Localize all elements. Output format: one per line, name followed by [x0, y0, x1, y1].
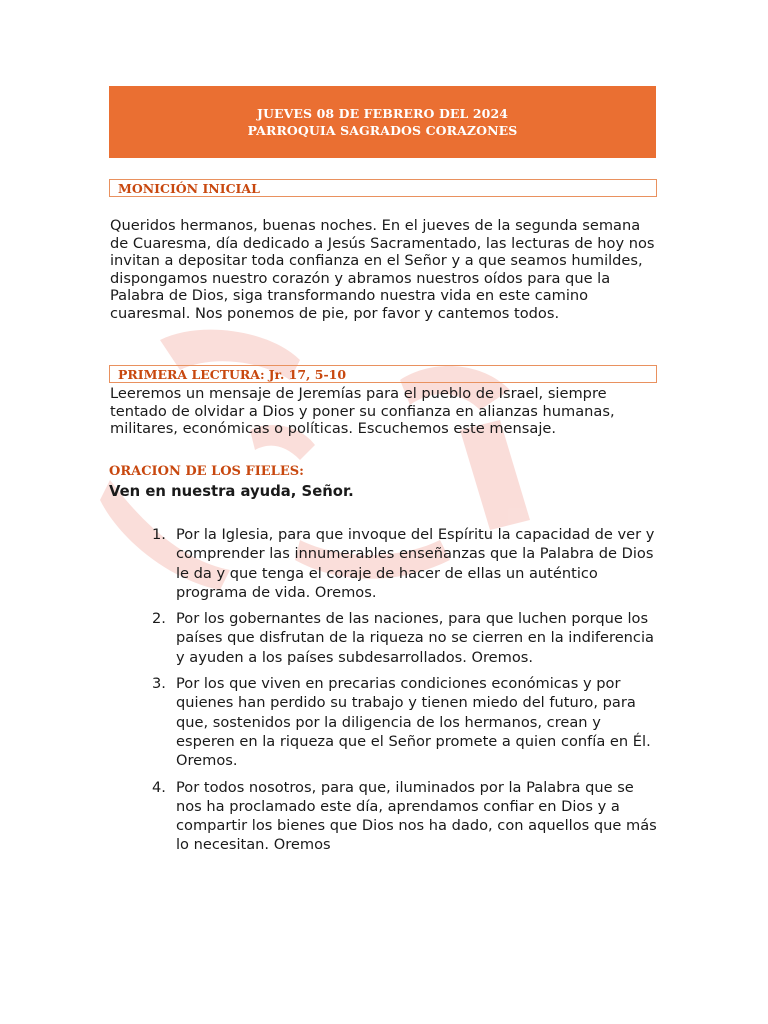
prayer-text: Por los que viven en precarias condiciones económicas y por quienes han perdido su trabajo y tienen miedo del futuro, para que, sostenidos por la diligencia de los hermanos, crean y esperen en la riqueza que el Señor promete a quien confía en Él. Oremos. — [176, 675, 651, 770]
prayer-text: Por la Iglesia, para que invoque del Espíritu la capacidad de ver y comprender las innumerables enseñanzas que la Palabra de Dios le da y que tenga el coraje de hacer de ellas un auténtico programa de vida. Oremos. — [176, 526, 655, 601]
monicion-text: Queridos hermanos, buenas noches. En el jueves de la segunda semana de Cuaresma, día dedicado a Jesús Sacramentado, las lecturas de hoy nos invitan a depositar toda confianza en el Señor y a que seamos humildes, dispongamos nuestro corazón y abramos nuestros oídos para que la Palabra de Dios, siga transformando nuestra vida en este camino cuaresmal. Nos ponemos de pie, por favor y cantemos todos. — [110, 217, 655, 322]
primera-lectura-heading: PRIMERA LECTURA: — [118, 366, 265, 382]
prayer-list — [152, 525, 662, 862]
prayer-item — [152, 674, 662, 770]
header-date: JUEVES 08 DE FEBRERO DEL 2024 — [256, 106, 509, 121]
primera-lectura-reference: Jr. 17, 5-10 — [268, 366, 347, 382]
monicion-heading: MONICIÓN INICIAL — [118, 180, 260, 196]
prayer-number: 4. — [152, 778, 166, 796]
monicion-heading-box — [109, 179, 657, 197]
prayer-number: 2. — [152, 610, 166, 628]
primera-lectura-heading-box — [109, 365, 657, 383]
prayer-item — [152, 609, 662, 667]
prayer-item — [152, 525, 662, 602]
header-parish: PARROQUIA SAGRADOS CORAZONES — [247, 123, 518, 138]
prayer-text: Por los gobernantes de las naciones, para que luchen porque los países que disfrutan de la riqueza no se cierren en la indiferencia y ayuden a los países subdesarrollados. Oremos. — [176, 610, 654, 666]
prayer-number: 3. — [152, 675, 166, 693]
prayer-text: Por todos nosotros, para que, iluminados por la Palabra que se nos ha proclamado este día, aprendamos confiar en Dios y a compartir los bienes que Dios nos ha dado, con aquellos que más lo necesitan. Oremos — [176, 778, 657, 854]
prayer-item — [152, 778, 662, 855]
header-banner — [109, 86, 656, 158]
oracion-response: Ven en nuestra ayuda, Señor. — [109, 483, 354, 500]
oracion-heading: ORACION DE LOS FIELES: — [109, 464, 304, 479]
prayer-number: 1. — [152, 526, 166, 543]
primera-lectura-text: Leeremos un mensaje de Jeremías para el pueblo de Israel, siempre tentado de olvidar a Dios y poner su confianza en alianzas humanas, militares, económicas o políticas. Escuchemos este mensaje. — [110, 385, 615, 438]
